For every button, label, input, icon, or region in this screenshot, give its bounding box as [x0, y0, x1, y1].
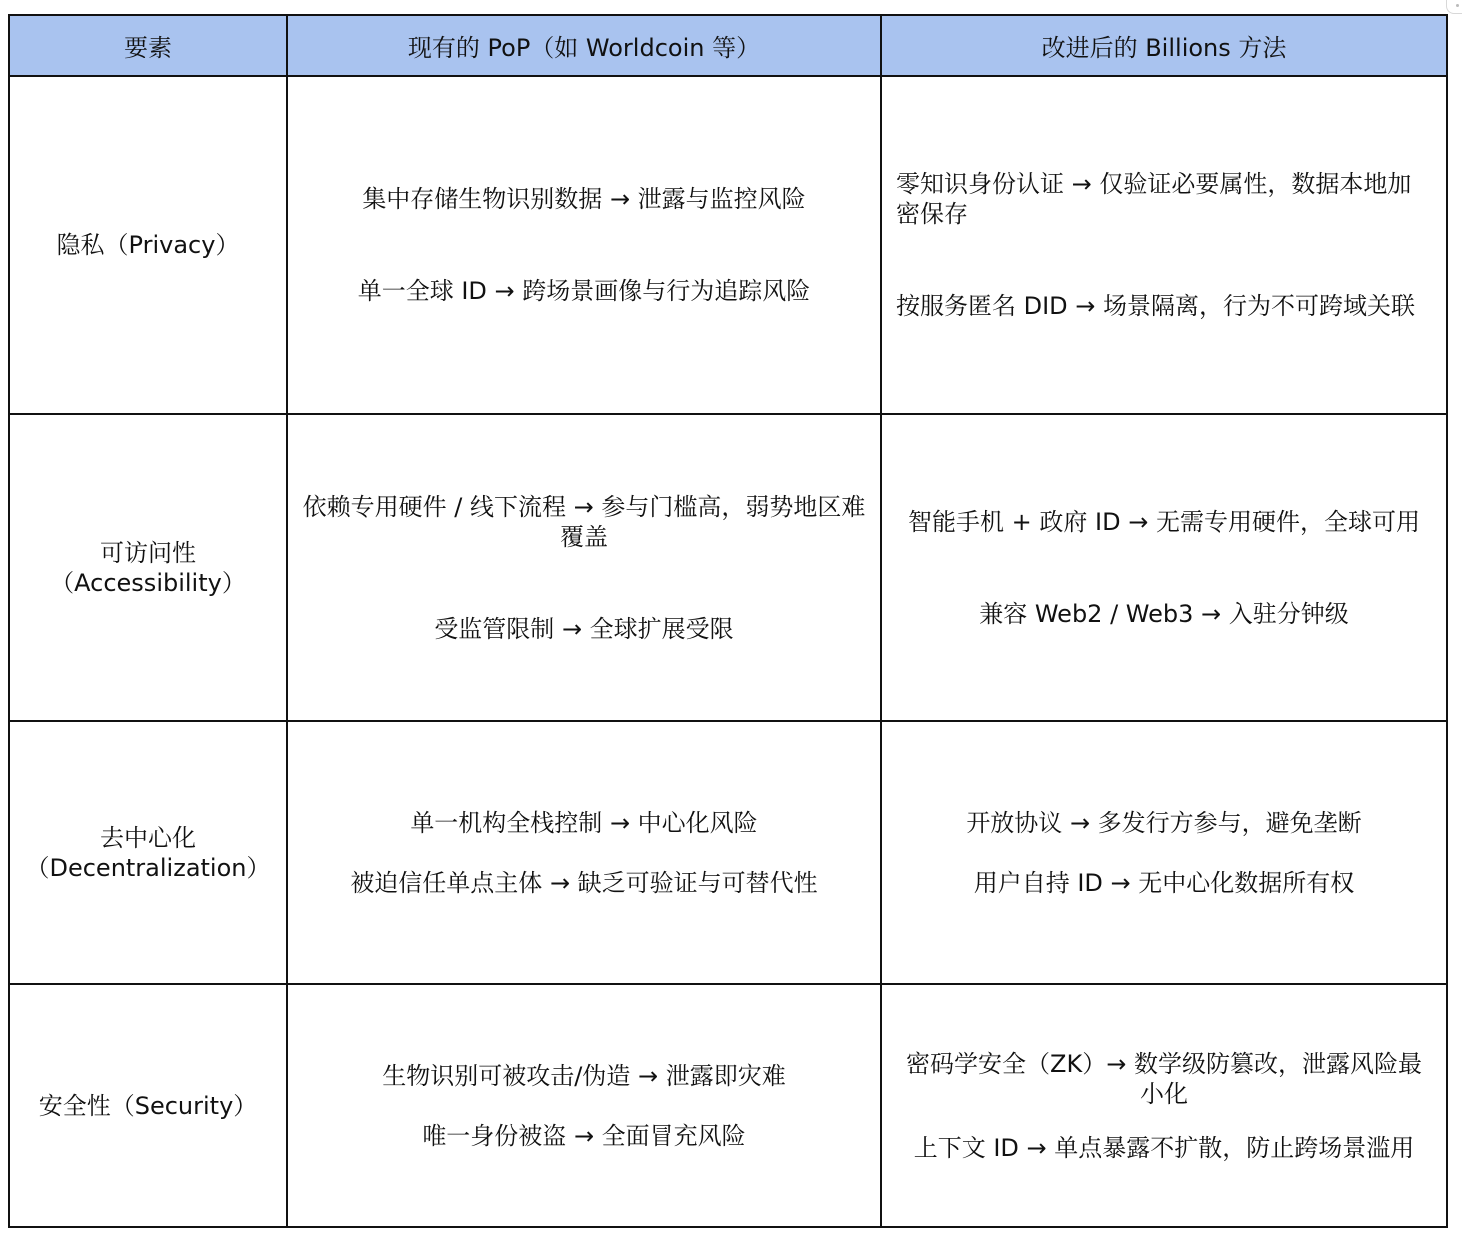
- existing-point: 单一机构全栈控制 → 中心化风险: [410, 808, 758, 837]
- corner-dot-icon: [1456, 4, 1459, 7]
- improved-point: 智能手机 + 政府 ID → 无需专用硬件，全球可用: [908, 507, 1420, 536]
- aspect-cell: [9, 984, 287, 1227]
- existing-point: 单一全球 ID → 跨场景画像与行为追踪风险: [357, 277, 811, 305]
- spacer: [302, 552, 866, 614]
- improved-cell: [881, 76, 1447, 414]
- spacer: [896, 229, 1432, 291]
- existing-point: 受监管限制 → 全球扩展受限: [434, 614, 734, 643]
- existing-point: 集中存储生物识别数据 → 泄露与监控风险: [362, 185, 806, 213]
- table-row: [9, 721, 1447, 984]
- aspect-cell: [9, 76, 287, 414]
- table-row: [9, 414, 1447, 721]
- improved-point: 密码学安全（ZK）→ 数学级防篡改，泄露风险最小化: [906, 1049, 1422, 1108]
- improved-point: 按服务匿名 DID → 场景隔离，行为不可跨域关联: [896, 292, 1416, 320]
- aspect-label: 去中心化（Decentralization）: [25, 823, 271, 882]
- existing-cell: [287, 721, 881, 984]
- header-aspect: 要素: [9, 15, 287, 76]
- improved-point: 上下文 ID → 单点暴露不扩散，防止跨场景滥用: [913, 1133, 1415, 1162]
- spacer: [302, 214, 866, 276]
- spacer: [302, 838, 866, 868]
- improved-point: 开放协议 → 多发行方参与，避免垄断: [966, 808, 1362, 837]
- existing-point: 唯一身份被盗 → 全面冒充风险: [422, 1121, 746, 1150]
- existing-point: 被迫信任单点主体 → 缺乏可验证与可替代性: [350, 868, 818, 897]
- comparison-table: [8, 14, 1448, 1228]
- aspect-label: 可访问性（Accessibility）: [50, 538, 246, 597]
- aspect-cell: [9, 414, 287, 721]
- aspect-cell: [9, 721, 287, 984]
- spacer: [896, 537, 1432, 599]
- improved-point: 兼容 Web2 / Web3 → 入驻分钟级: [979, 599, 1349, 628]
- improved-cell: [881, 721, 1447, 984]
- aspect-label: 隐私（Privacy）: [56, 231, 240, 259]
- existing-cell: [287, 984, 881, 1227]
- header-billions-method: 改进后的 Billions 方法: [881, 15, 1447, 76]
- improved-point: 零知识身份认证 → 仅验证必要属性，数据本地加密保存: [896, 170, 1412, 228]
- aspect-label: 安全性（Security）: [38, 1091, 258, 1120]
- improved-point: 用户自持 ID → 无中心化数据所有权: [973, 868, 1355, 897]
- window-corner-decoration: [1446, 0, 1462, 14]
- spacer: [302, 1091, 866, 1121]
- existing-point: 生物识别可被攻击/伪造 → 泄露即灾难: [382, 1061, 786, 1090]
- existing-cell: [287, 414, 881, 721]
- table-header-row: [9, 15, 1447, 76]
- spacer: [896, 1109, 1432, 1133]
- existing-cell: [287, 76, 881, 414]
- existing-point: 依赖专用硬件 / 线下流程 → 参与门槛高，弱势地区难覆盖: [302, 492, 866, 551]
- table-row: [9, 984, 1447, 1227]
- improved-cell: [881, 414, 1447, 721]
- table-row: [9, 76, 1447, 414]
- spacer: [896, 838, 1432, 868]
- header-existing-pop: 现有的 PoP（如 Worldcoin 等）: [287, 15, 881, 76]
- improved-cell: [881, 984, 1447, 1227]
